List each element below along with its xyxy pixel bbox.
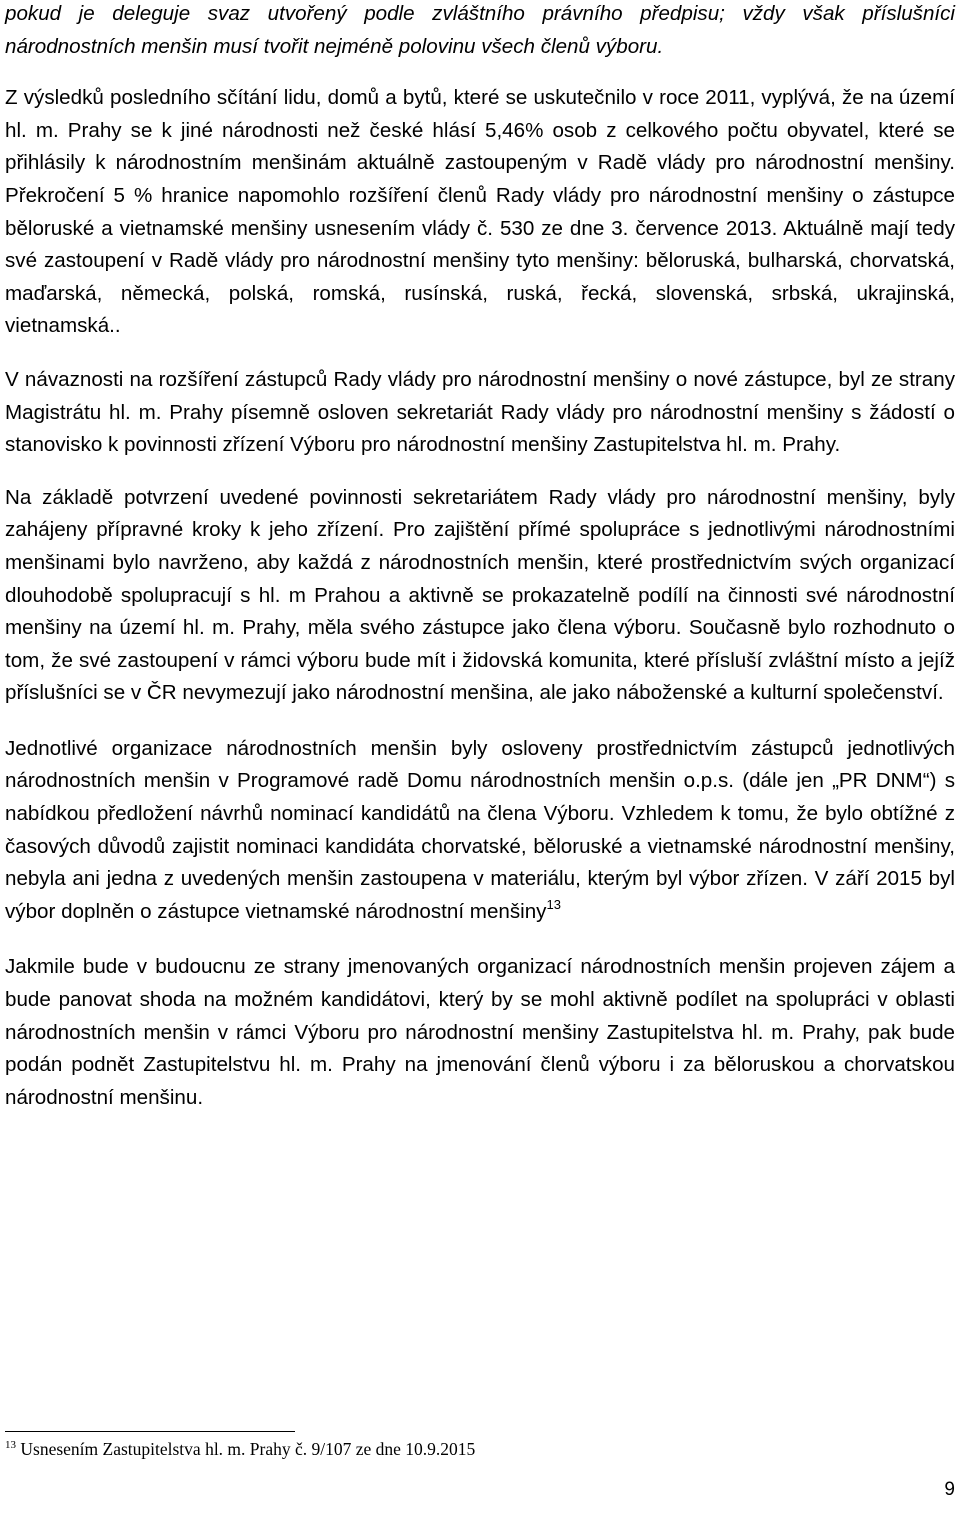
footnote-number: 13: [5, 1439, 16, 1451]
footnote: [5, 1437, 475, 1461]
footnote-divider: [5, 1431, 295, 1432]
footnote-text: Usnesením Zastupitelstva hl. m. Prahy č. 9/107 ze dne 10.9.2015: [16, 1439, 476, 1459]
paragraph-committee-establishment: Na základě potvrzení uvedené povinnosti sekretariátem Rady vlády pro národnostní menšiny, byly zahájeny přípravné kroky k jeho zřízení. Pro zajištění přímé spolupráce s jednotlivými národnostními menšinami bylo navrženo, aby každá z národnostních menšin, které prostřednictvím svých organizací dlouhodobě spolupracují s hl. m Prahou a aktivně se prokazatelně podílí na činnosti své národnostní menšiny na území hl. m. Prahy, měla svého zástupce jako člena výboru. Současně bylo rozhodnuto o tom, že své zastoupení v rámci výboru bude mít i židovská komunita, které přísluší zvláštní místo a jejíž příslušníci se v ČR nevymezují jako národnostní menšina, ale jako náboženské a kulturní společenství.: [5, 485, 955, 705]
page-number: 9: [944, 1479, 955, 1500]
paragraph-nomination-text: Jednotlivé organizace národnostních menšin byly osloveny prostřednictvím zástupců jednotlivých národnostních menšin v Programové radě Domu národnostních menšin o.p.s. (dále jen „PR DNM“) s nabídkou předložení návrhů nominací kandidátů na člena Výboru. Vzhledem k tomu, že bylo obtížné z časových důvodů zajistit nominaci kandidáta chorvatské, běloruské a vietnamské národnostní menšiny, nebyla ani jedna z uvedených menšin zastoupena v materiálu, kterým byl výbor zřízen. V září 2015 byl výbor doplněn o zástupce vietnamské národnostní menšiny: [5, 736, 955, 923]
paragraph-membership-rule: pokud je deleguje svaz utvořený podle zvláštního právního předpisu; vždy však příslušníci národnostních menšin musí tvořit nejméně polovinu všech členů výboru.: [5, 2, 955, 58]
footnote-reference[interactable]: 13: [546, 896, 561, 912]
paragraph-magistrate-request: V návaznosti na rozšíření zástupců Rady vlády pro národnostní menšiny o nové zástupce, byl ze strany Magistrátu hl. m. Prahy písemně osloven sekretariát Rady vlády pro národnostní menšiny s žádostí o stanovisko k povinnosti zřízení Výboru pro národnostní menšiny Zastupitelstva hl. m. Prahy.: [5, 367, 955, 457]
paragraph-census-results: Z výsledků posledního sčítání lidu, domů a bytů, které se uskutečnilo v roce 2011, vyplývá, že na území hl. m. Prahy se k jiné národnosti než české hlásí 5,46% osob z celkového počtu obyvatel, které se přihlásily k národnostním menšinám aktuálně zastoupeným v Radě vlády pro národnostní menšiny. Překročení 5 % hranice napomohlo rozšíření členů Rady vlády pro národnostní menšiny o zástupce běloruské a vietnamské menšiny usnesením vlády č. 530 ze dne 3. července 2013. Aktuálně mají tedy své zastoupení v Radě vlády pro národnostní menšiny tyto menšiny: běloruská, bulharská, chorvatská, maďarská, německá, polská, romská, rusínská, ruská, řecká, slovenská, srbská, ukrajinská, vietnamská..: [5, 86, 955, 338]
paragraph-nomination-process: [5, 733, 955, 929]
document-page: [5, 0, 955, 1114]
paragraph-future-nominations: Jakmile bude v budoucnu ze strany jmenovaných organizací národnostních menšin projeven zájem a bude panovat shoda na možném kandidátovi, který by se mohl aktivně podílet na spolupráci v oblasti národnostních menšin v rámci Výboru pro národnostní menšiny Zastupitelstva hl. m. Prahy, pak bude podán podnět Zastupitelstvu hl. m. Prahy na jmenování členů výboru i za běloruskou a chorvatskou národnostní menšinu.: [5, 955, 955, 1109]
